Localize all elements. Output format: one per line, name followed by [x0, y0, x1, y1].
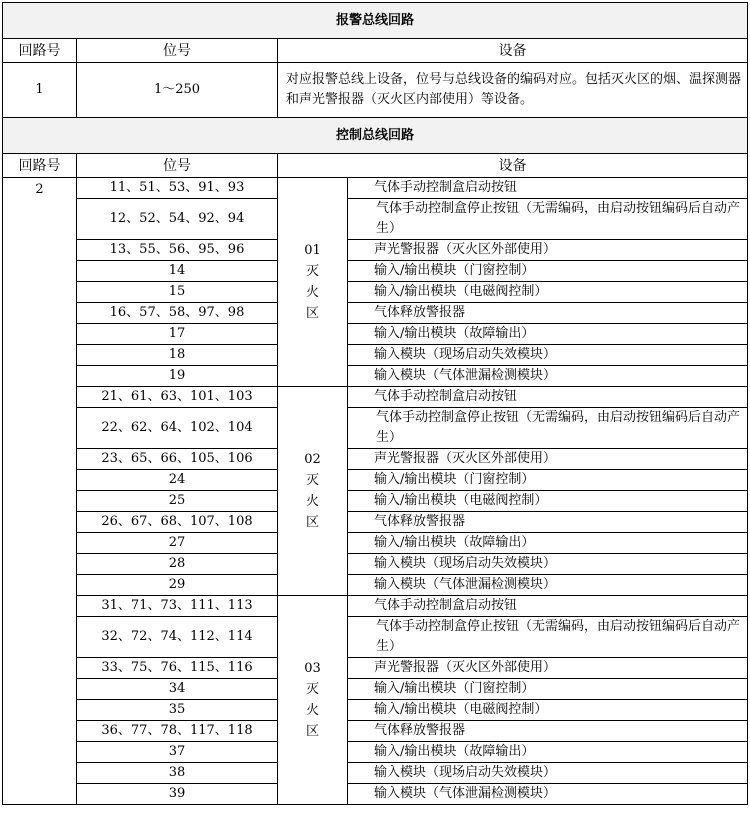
- position-cell: 39: [77, 784, 278, 805]
- device-cell: 声光警报器（灭火区外部使用）: [348, 449, 748, 470]
- device-cell: 输入模块（气体泄漏检测模块）: [348, 784, 748, 805]
- position-cell: 21、61、63、101、103: [77, 387, 278, 408]
- device-cell: 输入/输出模块（电磁阀控制）: [348, 282, 748, 303]
- zone-label-part: 火: [305, 494, 319, 509]
- control-row: [3, 366, 748, 387]
- fire-zone-label: [278, 178, 348, 387]
- position-cell: 34: [77, 679, 278, 700]
- position-cell: 35: [77, 700, 278, 721]
- device-cell: 输入/输出模块（故障输出）: [348, 533, 748, 554]
- device-cell: 输入/输出模块（故障输出）: [348, 742, 748, 763]
- zone-label-part: 火: [305, 285, 319, 300]
- device-cell: 气体手动控制盒启动按钮: [348, 596, 748, 617]
- control-row: [3, 261, 748, 282]
- device-cell: 气体释放警报器: [348, 721, 748, 742]
- device-cell: 气体手动控制盒启动按钮: [348, 387, 748, 408]
- device-cell: 气体释放警报器: [348, 303, 748, 324]
- device-cell: 输入/输出模块（门窗控制）: [348, 470, 748, 491]
- control-bus-title: 控制总线回路: [3, 118, 748, 154]
- device-cell: 气体手动控制盒停止按钮（无需编码，由启动按钮编码后自动产生）: [348, 408, 748, 449]
- position-cell: 27: [77, 533, 278, 554]
- control-row: [3, 345, 748, 366]
- zone-label-part: 区: [305, 724, 319, 739]
- device-cell: 输入模块（现场启动失效模块）: [348, 345, 748, 366]
- control-row: [3, 596, 748, 617]
- position-cell: 37: [77, 742, 278, 763]
- alarm-bus-title: 报警总线回路: [3, 3, 748, 39]
- alarm-loop-number: 1: [3, 63, 77, 118]
- device-cell: 气体手动控制盒启动按钮: [348, 178, 748, 199]
- zone-label-part: 区: [305, 306, 319, 321]
- control-loop-number: 2: [3, 178, 77, 805]
- zone-label-part: 区: [305, 515, 319, 530]
- device-cell: 声光警报器（灭火区外部使用）: [348, 658, 748, 679]
- device-cell: 气体手动控制盒停止按钮（无需编码，由启动按钮编码后自动产生）: [348, 199, 748, 240]
- control-row: [3, 658, 748, 679]
- position-cell: 31、71、73、111、113: [77, 596, 278, 617]
- control-row: [3, 470, 748, 491]
- position-cell: 16、57、58、97、98: [77, 303, 278, 324]
- device-cell: 输入/输出模块（电磁阀控制）: [348, 700, 748, 721]
- control-row: [3, 199, 748, 240]
- position-cell: 26、67、68、107、108: [77, 512, 278, 533]
- control-row: [3, 763, 748, 784]
- control-row: [3, 240, 748, 261]
- device-cell: 输入模块（现场启动失效模块）: [348, 554, 748, 575]
- device-cell: 气体释放警报器: [348, 512, 748, 533]
- control-row: [3, 784, 748, 805]
- control-row: [3, 700, 748, 721]
- control-row: [3, 742, 748, 763]
- control-row: [3, 575, 748, 596]
- control-row: [3, 512, 748, 533]
- device-cell: 输入/输出模块（故障输出）: [348, 324, 748, 345]
- fire-zone-label: [278, 387, 348, 596]
- control-row: [3, 282, 748, 303]
- position-cell: 38: [77, 763, 278, 784]
- device-cell: 声光警报器（灭火区外部使用）: [348, 240, 748, 261]
- device-cell: 气体手动控制盒停止按钮（无需编码，由启动按钮编码后自动产生）: [348, 617, 748, 658]
- control-row: [3, 617, 748, 658]
- position-cell: 19: [77, 366, 278, 387]
- zone-label-part: 01: [304, 243, 321, 258]
- zone-label-part: 灭: [305, 682, 319, 697]
- fire-zone-label: [278, 596, 348, 805]
- position-cell: 22、62、64、102、104: [77, 408, 278, 449]
- alarm-description: 对应报警总线上设备，位号与总线设备的编码对应。包括灭火区的烟、温探测器和声光警报器（灭火区内部使用）等设备。: [278, 63, 748, 118]
- position-cell: 13、55、56、95、96: [77, 240, 278, 261]
- control-row: [3, 303, 748, 324]
- zone-label-part: 03: [304, 661, 321, 676]
- alarm-positions: 1～250: [77, 63, 278, 118]
- control-row: [3, 387, 748, 408]
- position-cell: 36、77、78、117、118: [77, 721, 278, 742]
- header-loop: 回路号: [3, 39, 77, 63]
- zone-label-part: 火: [305, 703, 319, 718]
- control-row: [3, 324, 748, 345]
- header-loop: 回路号: [3, 154, 77, 178]
- position-cell: 23、65、66、105、106: [77, 449, 278, 470]
- zone-label-part: 02: [304, 452, 321, 467]
- device-cell: 输入/输出模块（电磁阀控制）: [348, 491, 748, 512]
- zone-label-part: 灭: [305, 264, 319, 279]
- position-cell: 11、51、53、91、93: [77, 178, 278, 199]
- position-cell: 28: [77, 554, 278, 575]
- header-device: 设备: [278, 39, 748, 63]
- control-row: [3, 554, 748, 575]
- device-cell: 输入/输出模块（门窗控制）: [348, 261, 748, 282]
- control-row: [3, 533, 748, 554]
- control-row: [3, 178, 748, 199]
- position-cell: 29: [77, 575, 278, 596]
- position-cell: 15: [77, 282, 278, 303]
- device-cell: 输入模块（气体泄漏检测模块）: [348, 575, 748, 596]
- control-row: [3, 408, 748, 449]
- position-cell: 14: [77, 261, 278, 282]
- position-cell: 17: [77, 324, 278, 345]
- position-cell: 24: [77, 470, 278, 491]
- device-cell: 输入模块（气体泄漏检测模块）: [348, 366, 748, 387]
- control-row: [3, 721, 748, 742]
- device-cell: 输入模块（现场启动失效模块）: [348, 763, 748, 784]
- device-cell: 输入/输出模块（门窗控制）: [348, 679, 748, 700]
- position-cell: 32、72、74、112、114: [77, 617, 278, 658]
- bus-loop-table: [2, 2, 748, 805]
- header-position: 位号: [77, 39, 278, 63]
- control-row: [3, 491, 748, 512]
- header-position: 位号: [77, 154, 278, 178]
- control-row: [3, 449, 748, 470]
- control-row: [3, 679, 748, 700]
- zone-label-part: 灭: [305, 473, 319, 488]
- position-cell: 18: [77, 345, 278, 366]
- header-device: 设备: [278, 154, 748, 178]
- position-cell: 25: [77, 491, 278, 512]
- position-cell: 12、52、54、92、94: [77, 199, 278, 240]
- position-cell: 33、75、76、115、116: [77, 658, 278, 679]
